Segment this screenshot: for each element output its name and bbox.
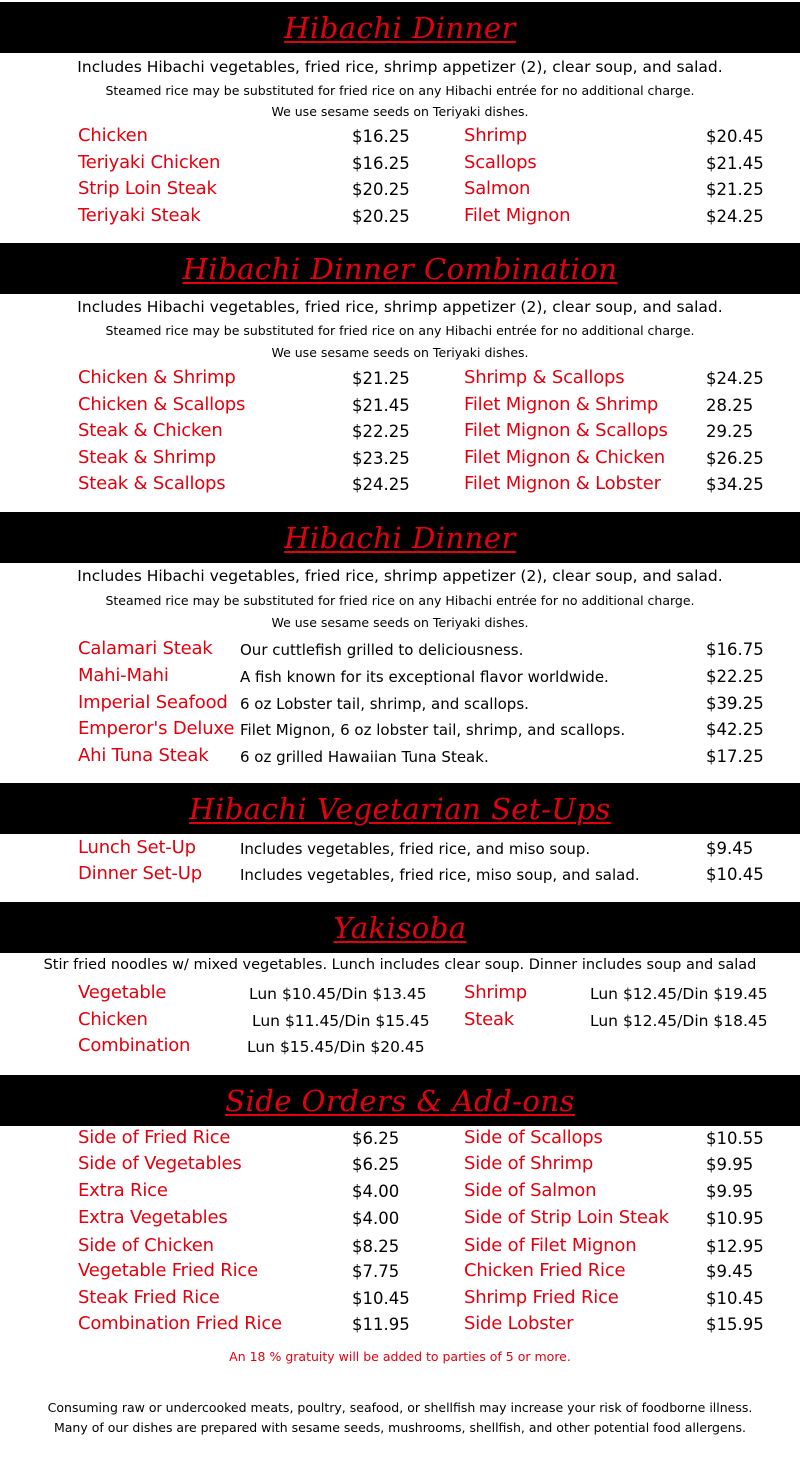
section-intro: Includes Hibachi vegetables, fried rice, shrimp appetizer (2), clear soup, and salad. xyxy=(77,58,723,76)
menu-item-name: Chicken Fried Rice xyxy=(464,1260,626,1281)
menu-item-price: Lun $10.45/Din $13.45 xyxy=(249,985,427,1003)
section-header-yakisoba xyxy=(0,902,800,953)
gratuity-note: An 18 % gratuity will be added to parties of 5 or more. xyxy=(229,1349,571,1364)
menu-item-price: $17.25 xyxy=(706,747,764,766)
menu-item-description: Filet Mignon, 6 oz lobster tail, shrimp, and scallops. xyxy=(240,721,626,739)
section-title: Side Orders & Add-ons xyxy=(225,1083,575,1118)
menu-item-name: Side of Strip Loin Steak xyxy=(464,1207,669,1228)
menu-item-price: $42.25 xyxy=(706,720,764,739)
menu-item-name: Mahi-Mahi xyxy=(78,665,169,686)
menu-item-name: Imperial Seafood xyxy=(78,692,228,713)
menu-item-price: $16.75 xyxy=(706,640,764,659)
menu-item-description: Our cuttlefish grilled to deliciousness. xyxy=(240,641,524,659)
menu-item-price: $15.95 xyxy=(706,1315,764,1334)
menu-item-price: $6.25 xyxy=(352,1129,400,1148)
menu-item-name: Side of Shrimp xyxy=(464,1153,594,1174)
menu-item-price: Lun $12.45/Din $19.45 xyxy=(590,985,768,1003)
menu-item-name: Chicken xyxy=(78,125,148,146)
menu-item-price: $22.25 xyxy=(352,422,410,441)
menu-item-price: 28.25 xyxy=(706,396,754,415)
menu-item-price: $21.45 xyxy=(706,154,764,173)
menu-item-price: $20.45 xyxy=(706,127,764,146)
menu-item-price: $10.45 xyxy=(706,865,764,884)
section-note: We use sesame seeds on Teriyaki dishes. xyxy=(271,104,529,119)
section-header-vegetarian xyxy=(0,783,800,834)
menu-item-description: Includes vegetables, fried rice, miso soup, and salad. xyxy=(240,866,640,884)
menu-item-name: Steak xyxy=(464,1009,515,1030)
menu-item-price: $24.25 xyxy=(706,207,764,226)
section-title: Hibachi Dinner xyxy=(284,520,516,555)
menu-item-name: Steak & Shrimp xyxy=(78,447,216,468)
section-header-hibachi-dinner-specials xyxy=(0,512,800,563)
menu-item-name: Steak & Chicken xyxy=(78,420,223,441)
menu-item-name: Side of Filet Mignon xyxy=(464,1235,637,1256)
menu-item-price: $21.45 xyxy=(352,396,410,415)
menu-item-name: Steak Fried Rice xyxy=(78,1287,220,1308)
menu-item-price: $23.25 xyxy=(352,449,410,468)
menu-item-price: $4.00 xyxy=(352,1209,400,1228)
menu-item-name: Side of Scallops xyxy=(464,1127,603,1148)
section-note: Steamed rice may be substituted for fried rice on any Hibachi entrée for no additional charge. xyxy=(105,83,695,98)
menu-item-description: 6 oz Lobster tail, shrimp, and scallops. xyxy=(240,695,529,713)
menu-item-price: Lun $12.45/Din $18.45 xyxy=(590,1012,768,1030)
menu-item-price: $24.25 xyxy=(352,475,410,494)
menu-item-name: Filet Mignon & Scallops xyxy=(464,420,668,441)
allergen-warning: Consuming raw or undercooked meats, poultry, seafood, or shellfish may increase your risk of foodborne illness. xyxy=(47,1400,753,1415)
menu-item-name: Filet Mignon & Shrimp xyxy=(464,394,659,415)
section-header-hibachi-dinner xyxy=(0,2,800,53)
section-note: Steamed rice may be substituted for fried rice on any Hibachi entrée for no additional charge. xyxy=(105,323,695,338)
menu-item-name: Teriyaki Chicken xyxy=(78,152,221,173)
menu-item-price: $24.25 xyxy=(706,369,764,388)
menu-item-price: $9.95 xyxy=(706,1155,754,1174)
menu-item-price: $20.25 xyxy=(352,207,410,226)
section-note: We use sesame seeds on Teriyaki dishes. xyxy=(271,345,529,360)
menu-item-name: Salmon xyxy=(464,178,531,199)
menu-item-price: $22.25 xyxy=(706,667,764,686)
menu-item-name: Filet Mignon & Lobster xyxy=(464,473,661,494)
menu-item-price: $10.55 xyxy=(706,1129,764,1148)
menu-item-name: Chicken & Scallops xyxy=(78,394,246,415)
menu-item-price: Lun $11.45/Din $15.45 xyxy=(252,1012,430,1030)
menu-item-price: $16.25 xyxy=(352,127,410,146)
menu-item-name: Steak & Scallops xyxy=(78,473,226,494)
section-title: Hibachi Dinner Combination xyxy=(182,251,618,286)
section-intro: Includes Hibachi vegetables, fried rice, shrimp appetizer (2), clear soup, and salad. xyxy=(77,298,723,316)
menu-item-price: $4.00 xyxy=(352,1182,400,1201)
menu-item-price: $16.25 xyxy=(352,154,410,173)
menu-item-name: Dinner Set-Up xyxy=(78,863,202,884)
menu-item-price: $39.25 xyxy=(706,694,764,713)
menu-item-price: 29.25 xyxy=(706,422,754,441)
menu-item-price: $20.25 xyxy=(352,180,410,199)
menu-item-name: Vegetable xyxy=(78,982,167,1003)
menu-item-price: $10.95 xyxy=(706,1209,764,1228)
menu-item-price: $9.95 xyxy=(706,1182,754,1201)
section-note: We use sesame seeds on Teriyaki dishes. xyxy=(271,615,529,630)
section-intro: Stir fried noodles w/ mixed vegetables. Lunch includes clear soup. Dinner includes soup and salad xyxy=(43,957,757,973)
menu-item-price: $11.95 xyxy=(352,1315,410,1334)
menu-item-description: 6 oz grilled Hawaiian Tuna Steak. xyxy=(240,748,489,766)
menu-item-name: Side of Vegetables xyxy=(78,1153,242,1174)
menu-item-name: Shrimp Fried Rice xyxy=(464,1287,619,1308)
menu-item-name: Side of Fried Rice xyxy=(78,1127,231,1148)
section-title: Hibachi Vegetarian Set-Ups xyxy=(189,791,611,826)
section-header-sides xyxy=(0,1075,800,1126)
menu-item-name: Extra Vegetables xyxy=(78,1207,228,1228)
menu-item-name: Combination Fried Rice xyxy=(78,1313,282,1334)
section-intro: Includes Hibachi vegetables, fried rice, shrimp appetizer (2), clear soup, and salad. xyxy=(77,567,723,585)
menu-item-description: Includes vegetables, fried rice, and miso soup. xyxy=(240,840,591,858)
menu-item-name: Chicken & Shrimp xyxy=(78,367,236,388)
menu-item-name: Emperor's Deluxe xyxy=(78,718,235,739)
section-header-hibachi-combination xyxy=(0,243,800,294)
menu-item-name: Filet Mignon xyxy=(464,205,571,226)
menu-item-name: Side Lobster xyxy=(464,1313,574,1334)
allergen-warning: Many of our dishes are prepared with sesame seeds, mushrooms, shellfish, and other potential food allergens. xyxy=(53,1420,747,1435)
menu-item-name: Shrimp xyxy=(464,125,527,146)
menu-item-name: Ahi Tuna Steak xyxy=(78,745,209,766)
menu-item-name: Side of Salmon xyxy=(464,1180,597,1201)
menu-item-price: $21.25 xyxy=(352,369,410,388)
section-note: Steamed rice may be substituted for fried rice on any Hibachi entrée for no additional charge. xyxy=(105,593,695,608)
menu-item-price: $10.45 xyxy=(706,1289,764,1308)
menu-item-description: A fish known for its exceptional flavor worldwide. xyxy=(240,668,609,686)
menu-item-name: Extra Rice xyxy=(78,1180,168,1201)
menu-item-name: Shrimp xyxy=(464,982,527,1003)
menu-item-price: $26.25 xyxy=(706,449,764,468)
menu-item-name: Calamari Steak xyxy=(78,638,213,659)
section-title: Yakisoba xyxy=(333,910,467,945)
menu-item-price: $34.25 xyxy=(706,475,764,494)
menu-item-name: Shrimp & Scallops xyxy=(464,367,625,388)
menu-item-name: Scallops xyxy=(464,152,537,173)
menu-item-price: $8.25 xyxy=(352,1237,400,1256)
menu-item-name: Chicken xyxy=(78,1009,148,1030)
menu-item-price: Lun $15.45/Din $20.45 xyxy=(247,1038,425,1056)
menu-item-price: $9.45 xyxy=(706,1262,754,1281)
menu-item-name: Lunch Set-Up xyxy=(78,837,196,858)
menu-item-price: $10.45 xyxy=(352,1289,410,1308)
menu-item-price: $12.95 xyxy=(706,1237,764,1256)
menu-item-price: $7.75 xyxy=(352,1262,400,1281)
menu-item-price: $21.25 xyxy=(706,180,764,199)
menu-item-name: Filet Mignon & Chicken xyxy=(464,447,665,468)
menu-item-name: Combination xyxy=(78,1035,191,1056)
section-title: Hibachi Dinner xyxy=(284,10,516,45)
menu-item-price: $6.25 xyxy=(352,1155,400,1174)
menu-item-name: Strip Loin Steak xyxy=(78,178,217,199)
menu-item-name: Teriyaki Steak xyxy=(78,205,201,226)
menu-item-name: Vegetable Fried Rice xyxy=(78,1260,258,1281)
menu-item-name: Side of Chicken xyxy=(78,1235,214,1256)
menu-item-price: $9.45 xyxy=(706,839,754,858)
